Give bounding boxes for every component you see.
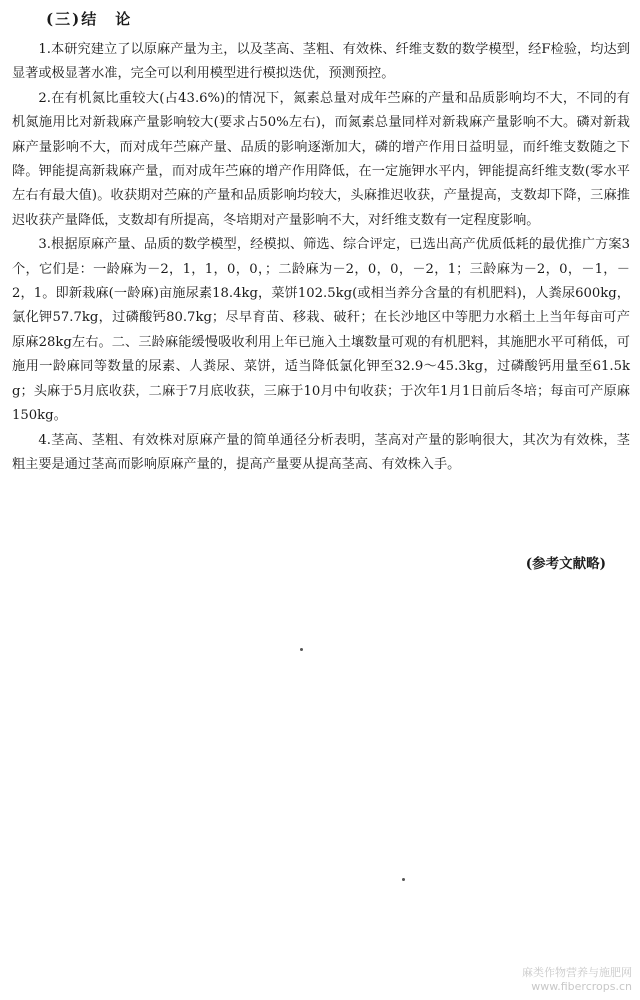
site-watermark (522, 966, 632, 994)
watermark-site-name: 麻类作物营养与施肥网 (522, 966, 632, 979)
conclusion-paragraph-3: 3.根据原麻产量、品质的数学模型，经模拟、筛选、综合评定，已选出高产优质低耗的最优推广方案3个，它们是：一龄麻为－2，1，1，0，0，；二龄麻为－2，0，0，－2，1；三龄麻为－2，0，－1，－2，1。即新栽麻(一龄麻)亩施尿素18.4kg，菜饼102.5kg(或相当养分含量的有机肥料)，人粪尿600kg，氯化钾57.7kg，过磷酸钙80.7kg；尽早育苗、移栽、破秆；在长沙地区中等肥力水稻土上当年每亩可产原麻28kg左右。二、三龄麻能缓慢吸收利用上年已施入土壤数量可观的有机肥料，其施肥水平可稍低，可施用一龄麻同等数量的尿素、人粪尿、菜饼，适当降低氯化钾至32.9～45.3kg，过磷酸钙用量至61.5kg；头麻于5月底收获，二麻于7月底收获，三麻于10月中旬收获；于次年1月1日前后冬培；每亩可产原麻150kg。 (12, 237, 630, 424)
references-note: (参考文献略) (525, 556, 606, 572)
conclusion-body (12, 38, 630, 477)
conclusion-paragraph-2: 2.在有机氮比重较大(占43.6%)的情况下，氮素总量对成年苎麻的产量和品质影响均不大，不同的有机氮施用比对新栽麻产量影响较大(要求占50%左右)，而氮素总量同样对新栽麻产量影响不大。磷对新栽麻产量影响不大，而对成年苎麻产量、品质的影响逐渐加大，磷的增产作用日益明显，而纤维支数随之下降。钾能提高新栽麻产量，而对成年苎麻的增产作用降低，在一定施钾水平内，钾能提高纤维支数(零水平左右有最大值)。收获期对苎麻的产量和品质影响均较大，头麻推迟收获，产量提高，支数却下降，三麻推迟收获产量降低，支数却有所提高，冬培期对产量影响不大，对纤维支数有一定程度影响。 (12, 90, 630, 228)
watermark-site-url: www.fibercrops.cn (531, 980, 632, 993)
conclusion-paragraph-4: 4.茎高、茎粗、有效株对原麻产量的简单通径分析表明，茎高对产量的影响很大，其次为有效株，茎粗主要是通过茎高而影响原麻产量的，提高产量要从提高茎高、有效株入手。 (12, 432, 630, 472)
conclusion-paragraph-1: 1.本研究建立了以原麻产量为主，以及茎高、茎粗、有效株、纤维支数的数学模型，经F检验，均达到显著或极显著水准，完全可以利用模型进行模拟迭优，预测预控。 (12, 42, 630, 82)
scan-speck (402, 878, 405, 881)
scan-speck (300, 648, 303, 651)
section-heading: (三)结 论 (46, 10, 133, 28)
